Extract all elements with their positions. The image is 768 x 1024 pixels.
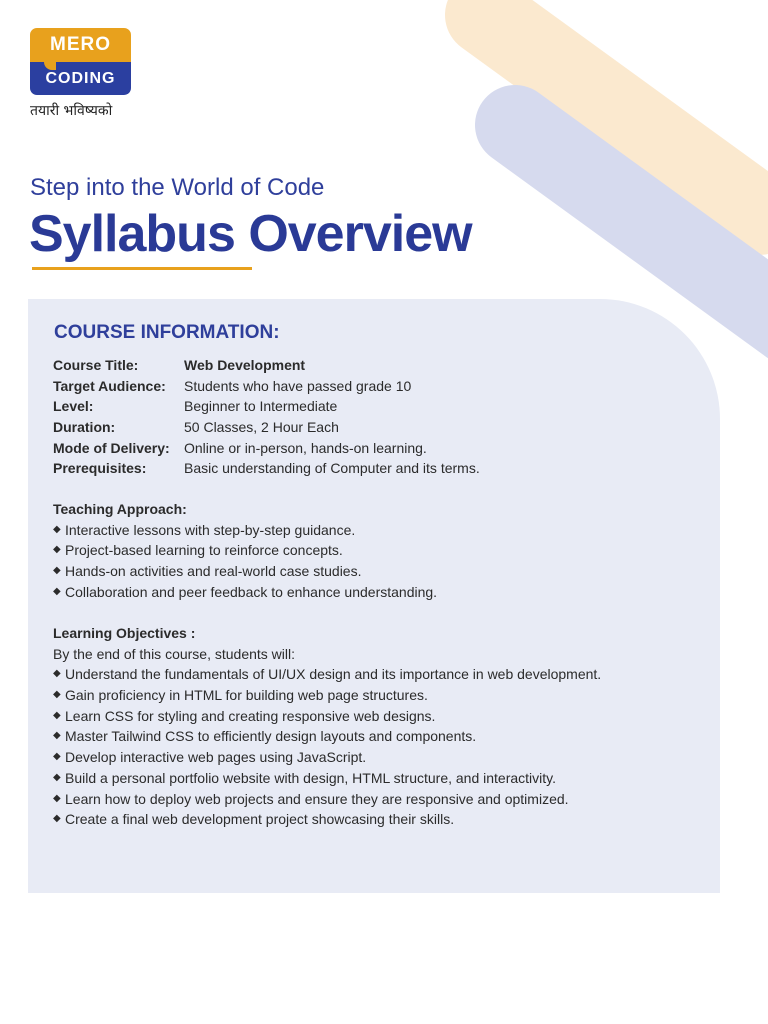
diamond-bullet-icon: ◆: [53, 668, 61, 680]
info-label: Level:: [53, 398, 94, 415]
info-row-prerequisites: [53, 458, 693, 479]
list-item-text: Learn CSS for styling and creating responsive web designs.: [65, 707, 436, 724]
page-kicker: Step into the World of Code: [30, 174, 325, 201]
diamond-bullet-icon: ◆: [53, 565, 61, 577]
list-item-text: Understand the fundamentals of UI/UX design and its importance in web development.: [65, 666, 602, 683]
list-item-text: Learn how to deploy web projects and ensure they are responsive and optimized.: [65, 790, 569, 807]
list-item-text: Create a final web development project showcasing their skills.: [65, 811, 455, 828]
learning-objectives-heading: Learning Objectives :: [53, 625, 196, 641]
info-value: Students who have passed grade 10: [184, 377, 412, 394]
section-title: COURSE INFORMATION:: [54, 322, 280, 343]
list-item-text: Gain proficiency in HTML for building web page structures.: [65, 687, 428, 704]
diamond-bullet-icon: ◆: [53, 523, 61, 535]
list-item: [53, 664, 703, 685]
list-item: [53, 685, 703, 706]
info-value: 50 Classes, 2 Hour Each: [184, 419, 339, 436]
list-item: [53, 768, 703, 789]
diamond-bullet-icon: ◆: [53, 730, 61, 742]
info-value: Beginner to Intermediate: [184, 398, 338, 415]
list-item: [53, 520, 703, 541]
info-label: Target Audience:: [53, 377, 166, 394]
list-item: [53, 582, 703, 603]
list-item: [53, 540, 703, 561]
list-item-text: Project-based learning to reinforce concepts.: [65, 542, 343, 559]
learning-objectives-section: [53, 623, 703, 830]
list-item: [53, 789, 703, 810]
info-row-target-audience: [53, 376, 693, 397]
info-label: Duration:: [53, 419, 116, 436]
logo-top-block: [30, 28, 131, 62]
info-value: Web Development: [184, 357, 306, 373]
diamond-bullet-icon: ◆: [53, 689, 61, 701]
list-item: [53, 809, 703, 830]
title-underline: [32, 267, 252, 270]
logo-tagline: तयारी भविष्यको: [30, 103, 113, 119]
info-label: Course Title:: [53, 357, 139, 373]
list-item-text: Master Tailwind CSS to efficiently design layouts and components.: [65, 728, 477, 745]
learning-objectives-intro: By the end of this course, students will:: [53, 645, 296, 662]
info-label: Mode of Delivery:: [53, 439, 170, 456]
list-item: [53, 726, 703, 747]
list-item-text: Interactive lessons with step-by-step guidance.: [65, 521, 356, 538]
course-info-table: [53, 355, 693, 479]
list-item: [53, 706, 703, 727]
info-row-duration: [53, 417, 693, 438]
info-value: Online or in-person, hands-on learning.: [184, 439, 427, 456]
diamond-bullet-icon: ◆: [53, 792, 61, 804]
list-item-text: Develop interactive web pages using JavaScript.: [65, 749, 367, 766]
diamond-bullet-icon: ◆: [53, 813, 61, 825]
info-row-mode-of-delivery: [53, 438, 693, 459]
diamond-bullet-icon: ◆: [53, 544, 61, 556]
mero-coding-logo: [30, 28, 131, 95]
diamond-bullet-icon: ◆: [53, 709, 61, 721]
diamond-bullet-icon: ◆: [53, 585, 61, 597]
teaching-approach-heading: Teaching Approach:: [53, 501, 187, 517]
page-title: Syllabus Overview: [29, 205, 472, 263]
logo-line2: CODING: [45, 69, 116, 87]
course-info-card: [28, 299, 720, 893]
info-row-course-title: [53, 355, 693, 376]
list-item-text: Collaboration and peer feedback to enhance understanding.: [65, 583, 438, 600]
teaching-approach-section: [53, 499, 703, 602]
info-row-level: [53, 396, 693, 417]
info-label: Prerequisites:: [53, 460, 147, 477]
list-item-text: Hands-on activities and real-world case studies.: [65, 563, 362, 580]
diamond-bullet-icon: ◆: [53, 771, 61, 783]
list-item: [53, 747, 703, 768]
logo-line1: MERO: [50, 34, 111, 55]
info-value: Basic understanding of Computer and its terms.: [184, 460, 480, 477]
list-item-text: Build a personal portfolio website with design, HTML structure, and interactivity.: [65, 769, 557, 786]
list-item: [53, 561, 703, 582]
diamond-bullet-icon: ◆: [53, 751, 61, 763]
